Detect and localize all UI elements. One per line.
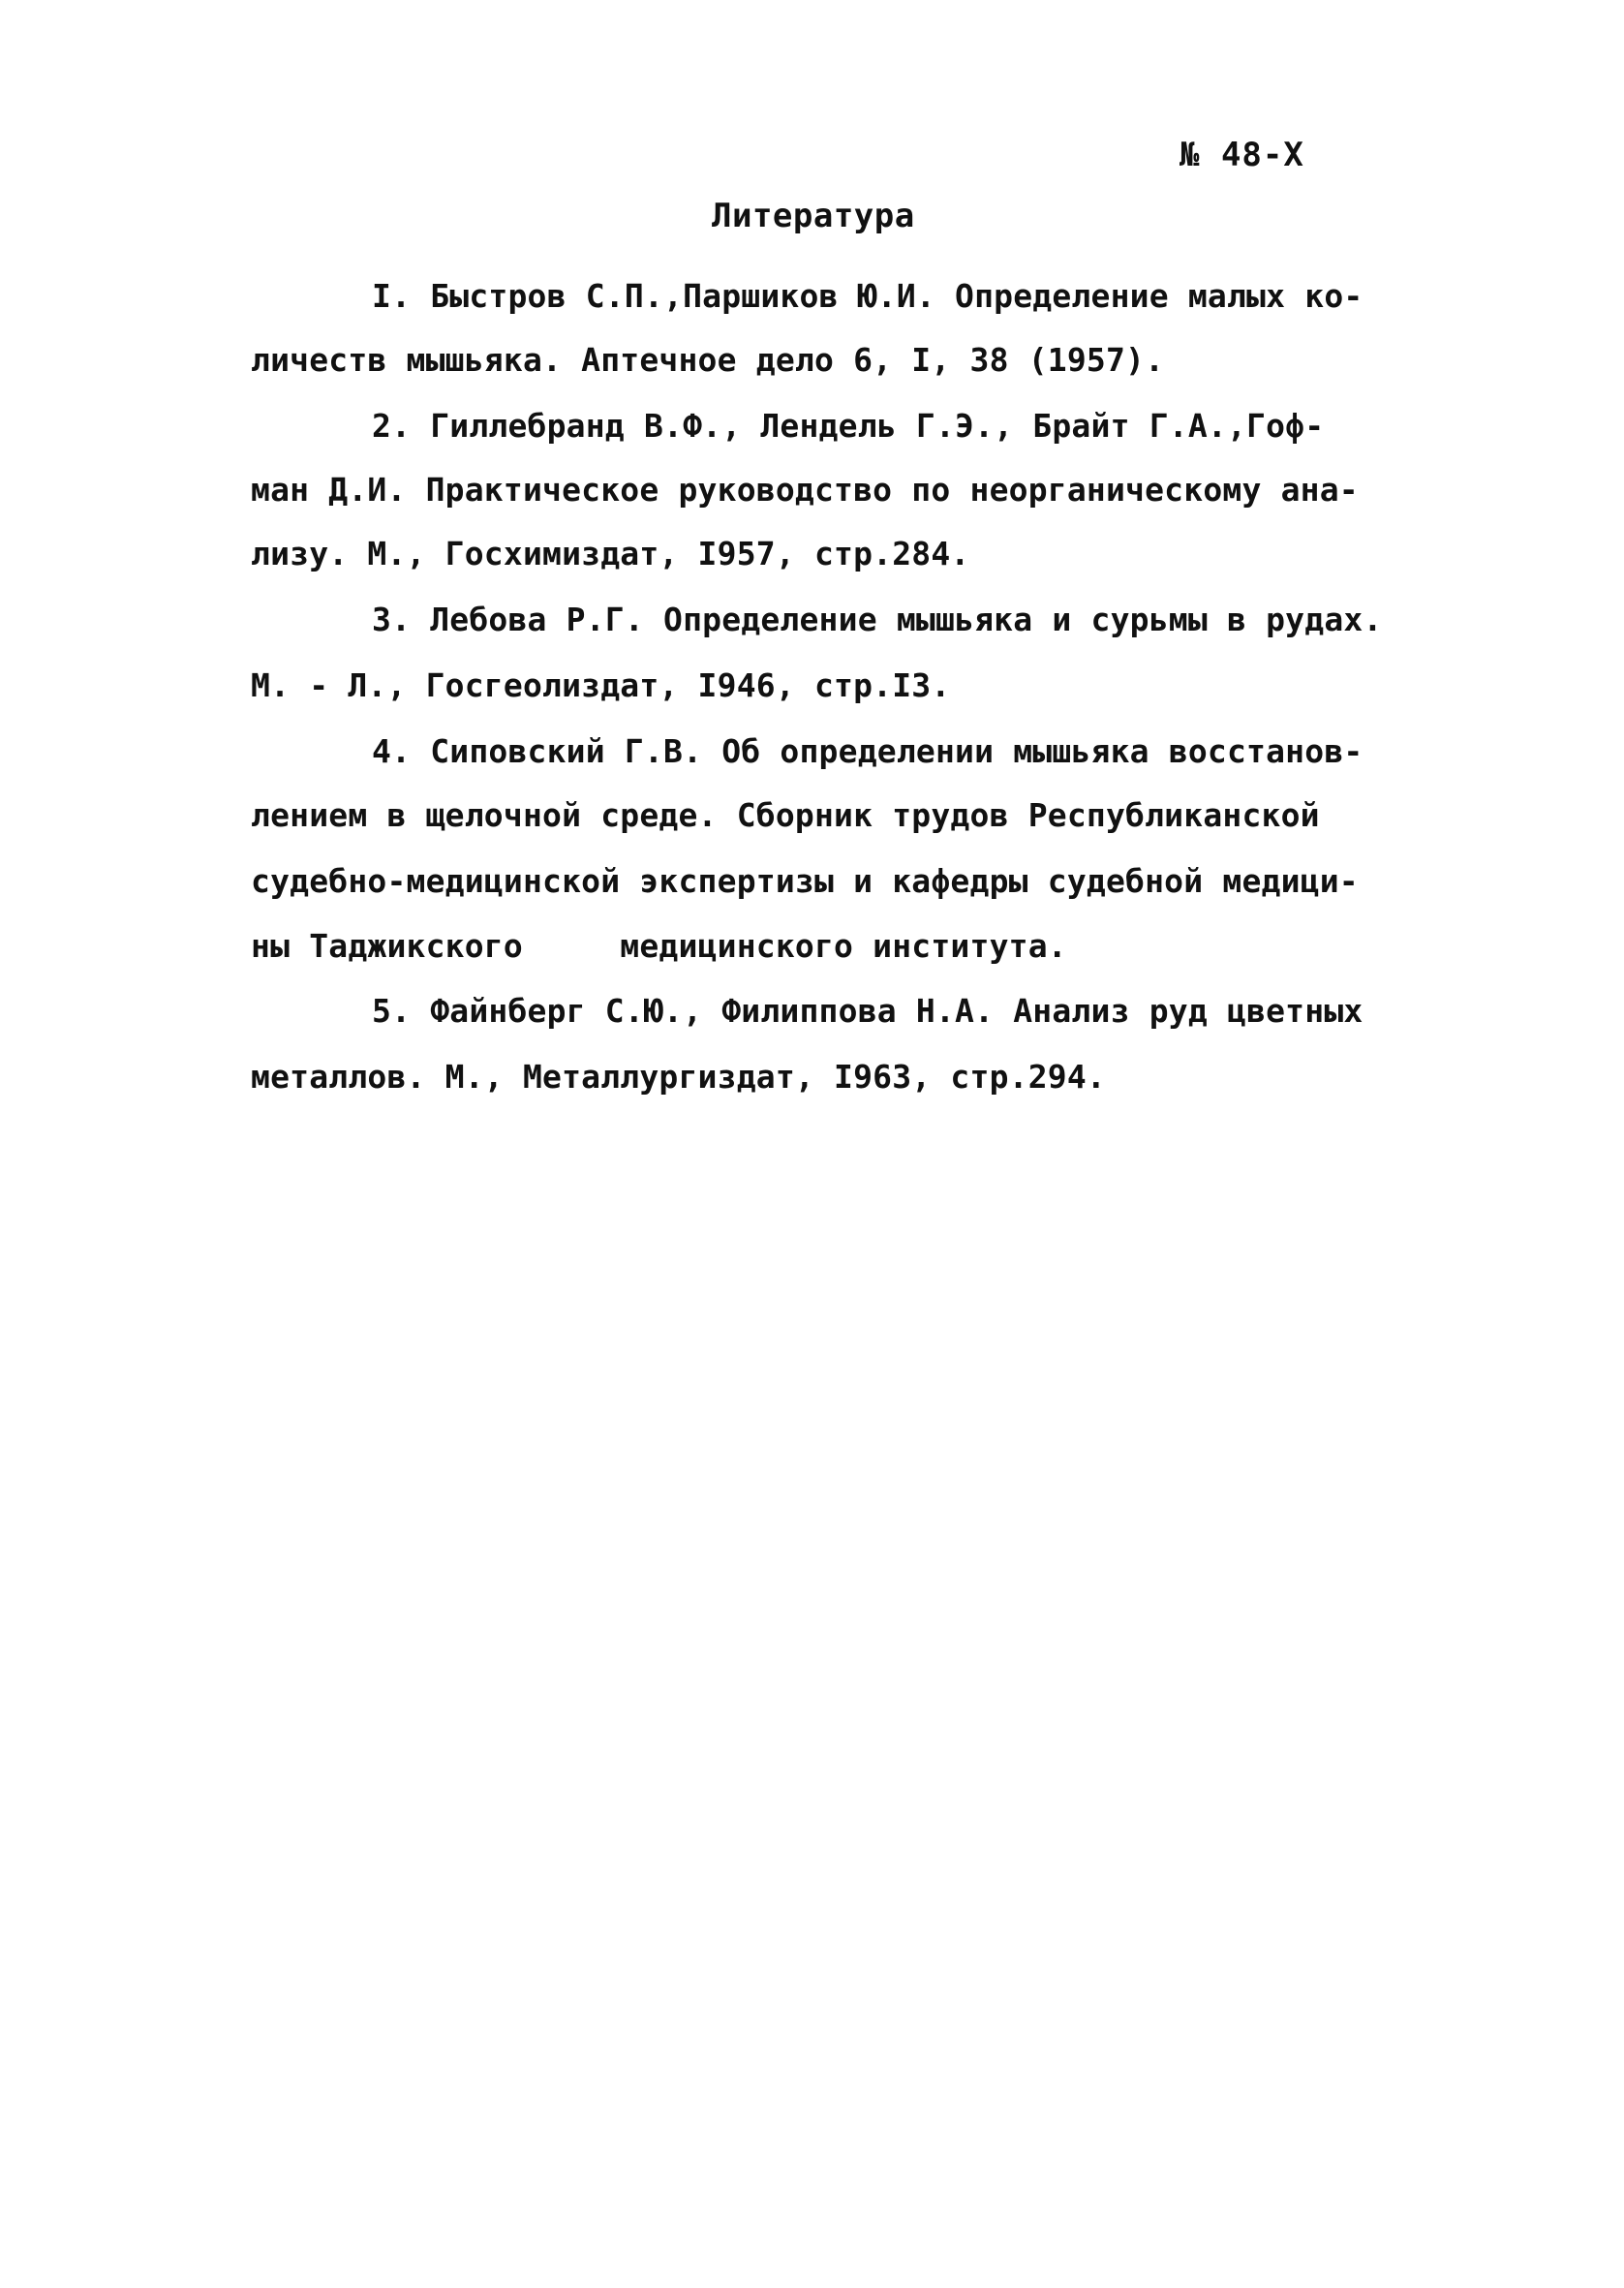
reference-4-line-4: ны Таджикского медицинского института. [251, 927, 1067, 965]
page-title: Литература [712, 197, 915, 235]
reference-3-line-1: 3. Лебова Р.Г. Определение мышьяка и сурьмы в рудах. [372, 601, 1383, 638]
reference-4-line-3: судебно-медицинской экспертизы и кафедры судебной медици- [251, 862, 1359, 900]
reference-5-line-1: 5. Файнберг С.Ю., Филиппова Н.А. Анализ руд цветных [372, 992, 1364, 1030]
reference-4-line-2: лением в щелочной среде. Сборник трудов Республиканской [251, 796, 1320, 834]
reference-3-line-2: М. - Л., Госгеолиздат, I946, стр.I3. [251, 666, 951, 704]
reference-1-line-1: I. Быстров С.П.,Паршиков Ю.И. Определение малых ко- [372, 277, 1364, 315]
reference-2-line-2: ман Д.И. Практическое руководство по неорганическому ана- [251, 471, 1359, 509]
document-number: № 48-Х [1180, 136, 1304, 174]
reference-4-line-1: 4. Сиповский Г.В. Об определении мышьяка восстанов- [372, 732, 1364, 770]
reference-2-line-1: 2. Гиллебранд В.Ф., Лендель Г.Э., Брайт Г.А.,Гоф- [372, 407, 1325, 445]
reference-5-line-2: металлов. М., Металлургиздат, I963, стр.294. [251, 1058, 1106, 1096]
reference-2-line-3: лизу. М., Госхимиздат, I957, стр.284. [251, 535, 970, 572]
reference-1-line-2: личеств мышьяка. Аптечное дело 6, I, 38 (1957). [251, 341, 1165, 379]
